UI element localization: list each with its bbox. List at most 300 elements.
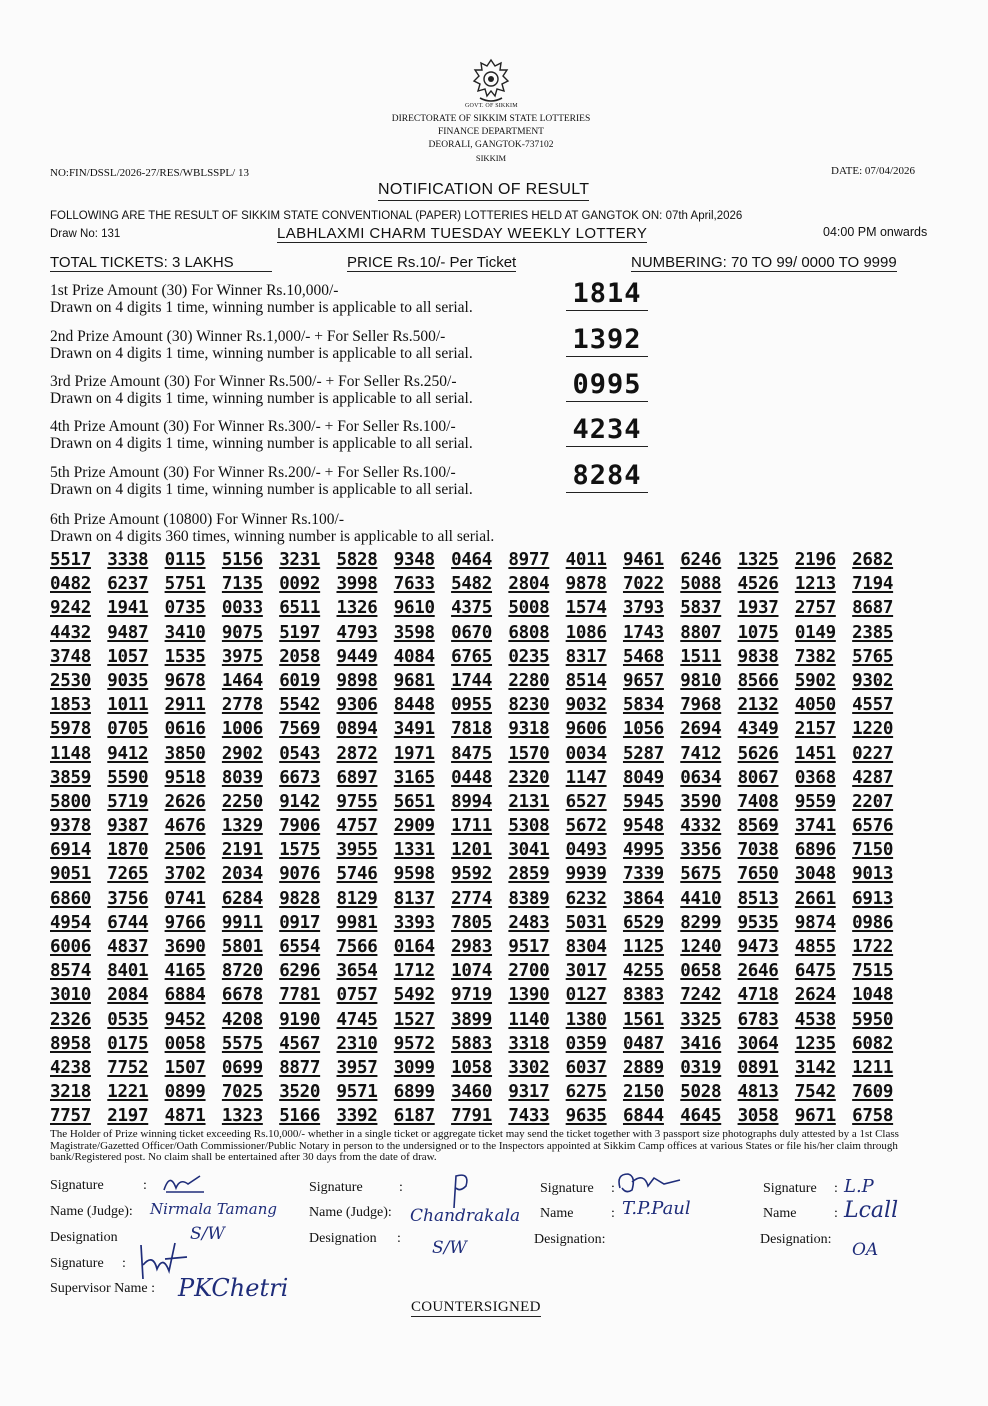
winning-number: 7791 (451, 1106, 493, 1127)
winning-number: 0543 (279, 743, 321, 764)
winning-number: 1235 (794, 1033, 836, 1054)
col1-designation-label: Designation (50, 1230, 118, 1245)
winning-number: 8687 (852, 598, 894, 619)
winning-number: 3325 (680, 1009, 722, 1030)
winning-number: 6576 (852, 816, 894, 837)
prize-3 (50, 373, 473, 407)
winning-number: 3975 (221, 646, 263, 667)
winning-number: 9592 (451, 864, 493, 885)
draw-time: 04:00 PM onwards (823, 225, 928, 239)
number-row (50, 984, 910, 1008)
winning-number: 6511 (279, 598, 321, 619)
winning-number: 7569 (279, 719, 321, 740)
winning-number: 5197 (279, 622, 321, 643)
winning-number: 8958 (50, 1033, 91, 1054)
number-row (50, 1081, 910, 1105)
winning-number: 8389 (508, 888, 550, 909)
winning-number: 1006 (221, 719, 263, 740)
col1-name-handwritten: Nirmala Tamang (150, 1200, 277, 1218)
lottery-name: LABHLAXMI CHARM TUESDAY WEEKLY LOTTERY (277, 225, 648, 242)
winning-number: 1148 (50, 743, 91, 764)
prize-6 (50, 511, 494, 545)
winning-number: 5978 (50, 719, 91, 740)
winning-number: 6529 (622, 912, 664, 933)
winning-number: 8049 (622, 767, 664, 788)
winning-number: 5031 (565, 912, 607, 933)
winning-number: 5751 (164, 574, 206, 595)
winning-number: 0359 (565, 1033, 607, 1054)
winning-number: 0227 (852, 743, 894, 764)
number-row (50, 863, 910, 887)
winning-number: 4757 (336, 816, 378, 837)
winning-number: 6758 (852, 1106, 894, 1127)
winning-number: 2624 (794, 985, 836, 1006)
col3-signature-scribble (614, 1168, 686, 1198)
winning-number: 2034 (221, 864, 263, 885)
winning-number: 6554 (279, 937, 321, 957)
col3-name-handwritten: T.P.Paul (622, 1198, 691, 1219)
winning-number: 0175 (107, 1033, 149, 1054)
number-row (50, 670, 910, 694)
winning-number: 8448 (393, 695, 435, 716)
prize-4 (50, 418, 473, 452)
winning-number: 9572 (393, 1033, 435, 1054)
winning-number: 6673 (279, 767, 321, 788)
prize-6-number-grid (50, 549, 910, 1130)
winning-number: 3393 (393, 912, 435, 933)
winning-number: 9939 (565, 864, 607, 885)
col2-name-label: Name (Judge): (309, 1205, 392, 1220)
winning-number: 2385 (852, 622, 894, 643)
countersigned-label: COUNTERSIGNED (411, 1299, 541, 1315)
winning-number: 9032 (565, 695, 607, 716)
winning-number: 5166 (279, 1106, 321, 1127)
winning-number: 2084 (107, 985, 149, 1006)
winning-number: 5308 (508, 816, 550, 837)
winning-number: 3410 (164, 622, 206, 643)
winning-number: 6284 (221, 888, 263, 909)
winning-number: 8877 (279, 1057, 321, 1078)
winning-number: 6899 (393, 1082, 435, 1103)
winning-number: 0319 (680, 1057, 722, 1078)
winning-number: 0670 (451, 622, 493, 643)
number-row (50, 839, 910, 863)
col1-signature-scribble (160, 1170, 210, 1198)
winning-number: 4871 (164, 1106, 206, 1127)
department-name: FINANCE DEPARTMENT (438, 127, 544, 137)
winning-number: 3064 (737, 1033, 779, 1054)
winning-number: 9828 (279, 888, 321, 909)
winning-number: 8566 (737, 670, 779, 691)
total-tickets: TOTAL TICKETS: 3 LAKHS (50, 254, 272, 272)
emblem-caption: GOVT. OF SIKKIM (465, 103, 518, 109)
winning-number: 6914 (50, 840, 91, 861)
winning-number: 0757 (336, 985, 378, 1006)
winning-number: 5950 (852, 1009, 894, 1030)
winning-number: 1086 (565, 622, 607, 643)
prize-4-rule: Drawn on 4 digits 1 time, winning number is applicable to all serial. (50, 435, 473, 452)
winning-number: 3998 (336, 574, 378, 595)
winning-number: 8720 (221, 961, 263, 982)
number-row (50, 912, 910, 936)
winning-number: 7566 (336, 937, 378, 957)
winning-number: 6808 (508, 622, 550, 643)
number-row (50, 573, 910, 597)
prize-2-amount: 2nd Prize Amount (30) Winner Rs.1,000/- + For Seller Rs.500/- (50, 328, 446, 345)
winning-number: 0487 (622, 1033, 664, 1054)
winning-number: 1326 (336, 598, 378, 619)
col3-name-colon: : (611, 1206, 615, 1221)
col4-name-colon: : (834, 1206, 838, 1221)
number-row (50, 549, 910, 573)
number-row (50, 1033, 910, 1057)
winning-number: 2778 (221, 695, 263, 716)
winning-number: 5651 (393, 791, 435, 812)
winning-number: 8807 (680, 622, 722, 643)
winning-number: 7433 (508, 1106, 550, 1127)
winning-number: 4718 (737, 985, 779, 1006)
winning-number: 6296 (279, 961, 321, 982)
winning-number: 0616 (164, 719, 206, 740)
col1-designation-handwritten: S/W (190, 1224, 225, 1244)
winning-number: 9452 (164, 1009, 206, 1030)
winning-number: 6237 (107, 574, 149, 595)
winning-number: 9075 (221, 622, 263, 643)
winning-number: 2250 (221, 791, 263, 812)
number-row (50, 646, 910, 670)
winning-number: 7412 (680, 743, 722, 764)
winning-number: 3899 (451, 1009, 493, 1030)
winning-number: 1220 (852, 719, 894, 740)
address: DEORALI, GANGTOK-737102 (428, 140, 554, 150)
intro-text: FOLLOWING ARE THE RESULT OF SIKKIM STATE CONVENTIONAL (PAPER) LOTTERIES HELD AT GANGTOK ON: 07th April,2026 (50, 210, 743, 222)
winning-number: 3099 (393, 1057, 435, 1078)
winning-number: 6006 (50, 937, 91, 957)
winning-number: 1743 (622, 622, 664, 643)
winning-number: 1527 (393, 1009, 435, 1030)
winning-number: 2872 (336, 743, 378, 764)
winning-number: 7408 (737, 791, 779, 812)
winning-number: 6232 (565, 888, 607, 909)
winning-number: 9610 (393, 598, 435, 619)
winning-number: 9317 (508, 1082, 550, 1103)
winning-number: 1574 (565, 598, 607, 619)
winning-number: 9874 (794, 912, 836, 933)
winning-number: 9517 (508, 937, 550, 957)
winning-number: 4011 (565, 550, 607, 570)
prize-1-number: 1814 (566, 278, 648, 311)
winning-number: 7150 (852, 840, 894, 861)
col1-signature-colon: : (143, 1178, 147, 1193)
winning-number: 2196 (794, 550, 836, 570)
winning-number: 9302 (852, 670, 894, 691)
draw-number: Draw No: 131 (50, 228, 121, 240)
winning-number: 3416 (680, 1033, 722, 1054)
winning-number: 2682 (852, 550, 894, 570)
number-row (50, 597, 910, 621)
winning-number: 0164 (393, 937, 435, 957)
number-row (50, 888, 910, 912)
winning-number: 3654 (336, 961, 378, 982)
winning-number: 3231 (279, 550, 321, 570)
winning-number: 1744 (451, 670, 493, 691)
winning-number: 0235 (508, 646, 550, 667)
winning-number: 1201 (451, 840, 493, 861)
winning-number: 3338 (107, 550, 149, 570)
supervisor-label: Supervisor Name : (50, 1281, 155, 1296)
col3-designation-label: Designation: (534, 1232, 606, 1247)
winning-number: 9606 (565, 719, 607, 740)
winning-number: 7542 (794, 1082, 836, 1103)
winning-number: 9678 (164, 670, 206, 691)
winning-number: 2483 (508, 912, 550, 933)
prize-1-rule: Drawn on 4 digits 1 time, winning number is applicable to all serial. (50, 299, 473, 316)
winning-number: 3491 (393, 719, 435, 740)
winning-number: 4410 (680, 888, 722, 909)
winning-number: 2150 (622, 1082, 664, 1103)
winning-number: 9076 (279, 864, 321, 885)
winning-number: 2530 (50, 670, 91, 691)
winning-number: 3142 (794, 1057, 836, 1078)
winning-number: 9306 (336, 695, 378, 716)
winning-number: 3864 (622, 888, 664, 909)
col3-name-label: Name (540, 1206, 574, 1221)
winning-number: 9035 (107, 670, 149, 691)
winning-number: 2280 (508, 670, 550, 691)
winning-number: 9898 (336, 670, 378, 691)
winning-number: 8401 (107, 961, 149, 982)
number-row (50, 815, 910, 839)
winning-number: 0464 (451, 550, 493, 570)
winning-number: 2310 (336, 1033, 378, 1054)
winning-number: 1211 (852, 1057, 894, 1078)
winning-number: 8569 (737, 816, 779, 837)
winning-number: 3748 (50, 646, 91, 667)
winning-number: 6678 (221, 985, 263, 1006)
page-title: NOTIFICATION OF RESULT (378, 181, 589, 201)
col1-name-label: Name (Judge): (50, 1204, 133, 1219)
prize-3-amount: 3rd Prize Amount (30) For Winner Rs.500/- + For Seller Rs.250/- (50, 373, 457, 390)
col2-designation-colon: : (397, 1231, 401, 1246)
number-row (50, 718, 910, 742)
winning-number: 7781 (279, 985, 321, 1006)
winning-number: 9810 (680, 670, 722, 691)
winning-number: 1147 (565, 767, 607, 788)
winning-number: 2506 (164, 840, 206, 861)
winning-number: 8574 (50, 961, 91, 982)
winning-number: 0034 (565, 743, 607, 764)
winning-number: 6275 (565, 1082, 607, 1103)
winning-number: 3392 (336, 1106, 378, 1127)
winning-number: 5626 (737, 743, 779, 764)
winning-number: 8317 (565, 646, 607, 667)
col1-signature2-label: Signature (50, 1256, 104, 1271)
winning-number: 1323 (221, 1106, 263, 1127)
winning-number: 5088 (680, 574, 722, 595)
winning-number: 0917 (279, 912, 321, 933)
winning-number: 7135 (221, 574, 263, 595)
winning-number: 7633 (393, 574, 435, 595)
winning-number: 8039 (221, 767, 263, 788)
winning-number: 4995 (622, 840, 664, 861)
winning-number: 9681 (393, 670, 435, 691)
winning-number: 0149 (794, 622, 836, 643)
winning-number: 3218 (50, 1082, 91, 1103)
number-row (50, 791, 910, 815)
winning-number: 1712 (393, 961, 435, 982)
prize-2-rule: Drawn on 4 digits 1 time, winning number is applicable to all serial. (50, 345, 473, 362)
col4-signature-handwritten: L.P (844, 1176, 874, 1197)
winning-number: 8383 (622, 985, 664, 1006)
col2-designation-handwritten: S/W (432, 1238, 467, 1258)
winning-number: 5675 (680, 864, 722, 885)
winning-number: 2191 (221, 840, 263, 861)
winning-number: 3010 (50, 985, 91, 1006)
winning-number: 9190 (279, 1009, 321, 1030)
winning-number: 9348 (393, 550, 435, 570)
winning-number: 1011 (107, 695, 149, 716)
winning-number: 5800 (50, 791, 91, 812)
winning-number: 9571 (336, 1082, 378, 1103)
winning-number: 4287 (852, 767, 894, 788)
winning-number: 5834 (622, 695, 664, 716)
winning-number: 0634 (680, 767, 722, 788)
winning-number: 5883 (451, 1033, 493, 1054)
col4-signature-colon: : (834, 1181, 838, 1196)
winning-number: 5468 (622, 646, 664, 667)
winning-number: 3590 (680, 791, 722, 812)
winning-number: 2207 (852, 791, 894, 812)
winning-number: 7906 (279, 816, 321, 837)
winning-number: 4954 (50, 912, 91, 933)
winning-number: 0092 (279, 574, 321, 595)
winning-number: 2909 (393, 816, 435, 837)
winning-number: 3017 (565, 961, 607, 982)
col2-signature-label: Signature (309, 1180, 363, 1195)
winning-number: 6019 (279, 670, 321, 691)
number-row (50, 694, 910, 718)
winning-number: 9318 (508, 719, 550, 740)
winning-number: 7025 (221, 1082, 263, 1103)
winning-number: 1941 (107, 598, 149, 619)
winning-number: 7968 (680, 695, 722, 716)
winning-number: 5672 (565, 816, 607, 837)
winning-number: 3356 (680, 840, 722, 861)
winning-number: 9598 (393, 864, 435, 885)
winning-number: 7194 (852, 574, 894, 595)
winning-number: 2902 (221, 743, 263, 764)
winning-number: 1535 (164, 646, 206, 667)
winning-number: 4837 (107, 937, 149, 957)
winning-number: 6187 (393, 1106, 435, 1127)
winning-number: 5945 (622, 791, 664, 812)
col2-designation-label: Designation (309, 1231, 377, 1246)
prize-3-number: 0995 (566, 369, 648, 402)
col4-designation-handwritten: OA (852, 1240, 879, 1260)
winning-number: 1853 (50, 695, 91, 716)
number-row (50, 622, 910, 646)
winning-number: 1464 (221, 670, 263, 691)
winning-number: 1570 (508, 743, 550, 764)
winning-number: 5517 (50, 550, 91, 570)
winning-number: 3318 (508, 1033, 550, 1054)
winning-number: 1048 (852, 985, 894, 1006)
winning-number: 1074 (451, 961, 493, 982)
winning-number: 5492 (393, 985, 435, 1006)
winning-number: 1937 (737, 598, 779, 619)
number-row (50, 767, 910, 791)
prize-4-number: 4234 (566, 414, 648, 447)
winning-number: 0448 (451, 767, 493, 788)
winning-number: 0735 (164, 598, 206, 619)
number-row (50, 1057, 910, 1081)
winning-number: 4526 (737, 574, 779, 595)
winning-number: 5287 (622, 743, 664, 764)
winning-number: 6884 (164, 985, 206, 1006)
prize-2-number: 1392 (566, 324, 648, 357)
winning-number: 5837 (680, 598, 722, 619)
winning-number: 3850 (164, 743, 206, 764)
winning-number: 6844 (622, 1106, 664, 1127)
winning-number: 2804 (508, 574, 550, 595)
winning-number: 8514 (565, 670, 607, 691)
winning-number: 8129 (336, 888, 378, 909)
winning-number: 9378 (50, 816, 91, 837)
winning-number: 1390 (508, 985, 550, 1006)
winning-number: 0493 (565, 840, 607, 861)
winning-number: 4050 (794, 695, 836, 716)
winning-number: 4676 (164, 816, 206, 837)
winning-number: 2197 (107, 1106, 149, 1127)
winning-number: 4165 (164, 961, 206, 982)
winning-number: 1380 (565, 1009, 607, 1030)
winning-number: 1331 (393, 840, 435, 861)
winning-number: 1722 (852, 937, 894, 957)
winning-number: 0127 (565, 985, 607, 1006)
winning-number: 1451 (794, 743, 836, 764)
winning-number: 0535 (107, 1009, 149, 1030)
winning-number: 9878 (565, 574, 607, 595)
winning-number: 3520 (279, 1082, 321, 1103)
winning-number: 1213 (794, 574, 836, 595)
winning-number: 9449 (336, 646, 378, 667)
winning-number: 3955 (336, 840, 378, 861)
winning-number: 4645 (680, 1106, 722, 1127)
winning-number: 3302 (508, 1057, 550, 1078)
winning-number: 9242 (50, 598, 91, 619)
winning-number: 3690 (164, 937, 206, 957)
winning-number: 0368 (794, 767, 836, 788)
col3-signature-colon: : (611, 1181, 615, 1196)
winning-number: 1240 (680, 937, 722, 957)
winning-number: 7022 (622, 574, 664, 595)
winning-number: 1870 (107, 840, 149, 861)
winning-number: 2157 (794, 719, 836, 740)
winning-number: 9013 (852, 864, 894, 885)
winning-number: 2661 (794, 888, 836, 909)
number-row (50, 1009, 910, 1033)
winning-number: 5902 (794, 670, 836, 691)
winning-number: 3460 (451, 1082, 493, 1103)
winning-number: 2694 (680, 719, 722, 740)
winning-number: 6765 (451, 646, 493, 667)
winning-number: 1057 (107, 646, 149, 667)
winning-number: 8299 (680, 912, 722, 933)
directorate-name: DIRECTORATE OF SIKKIM STATE LOTTERIES (391, 114, 591, 124)
winning-number: 9535 (737, 912, 779, 933)
prize-5-number: 8284 (566, 460, 648, 493)
winning-number: 0658 (680, 961, 722, 982)
